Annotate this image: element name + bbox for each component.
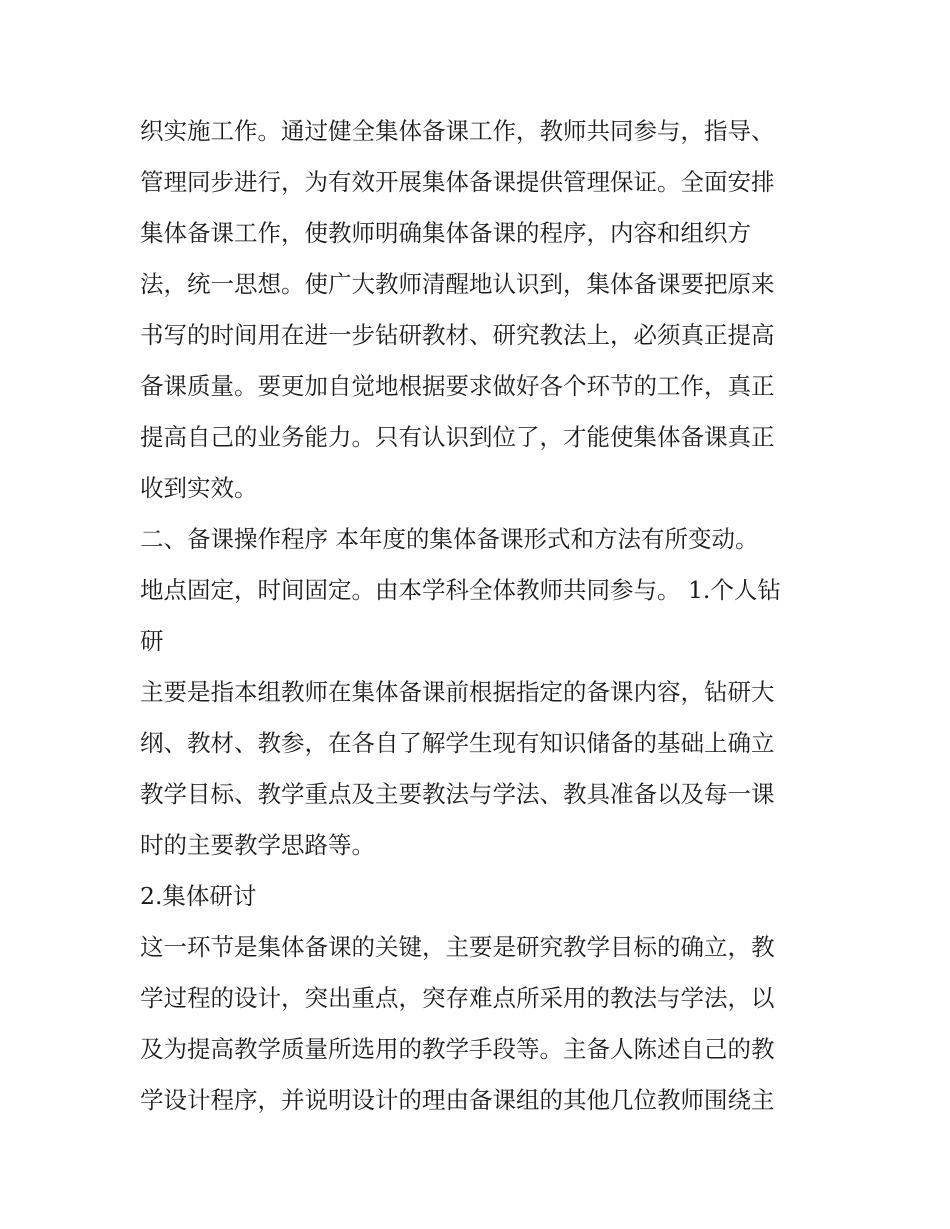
text-line: 织实施工作。通过健全集体备课工作，教师共同参与，指导、 <box>140 117 775 145</box>
text-line: 时的主要教学思路等。 <box>140 831 375 859</box>
text-line: 收到实效。 <box>140 474 258 502</box>
text-line: 地点固定，时间固定。由本学科全体教师共同参与。 1.个人钻 <box>140 576 781 604</box>
text-line: 备课质量。要更加自觉地根据要求做好各个环节的工作，真正 <box>140 372 775 400</box>
text-line: 研 <box>140 627 164 655</box>
text-line: 主要是指本组教师在集体备课前根据指定的备课内容，钻研大 <box>140 678 775 706</box>
text-line: 集体备课工作，使教师明确集体备课的程序，内容和组织方 <box>140 219 751 247</box>
text-line: 书写的时间用在进一步钻研教材、研究教法上，必须真正提高 <box>140 321 775 349</box>
text-line: 及为提高教学质量所选用的教学手段等。主备人陈述自己的教 <box>140 1035 775 1063</box>
section-heading-line: 二、备课操作程序 本年度的集体备课形式和方法有所变动。 <box>140 525 759 553</box>
text-line: 提高自己的业务能力。只有认识到位了，才能使集体备课真正 <box>140 423 775 451</box>
text-line: 学过程的设计，突出重点，突存难点所采用的教法与学法，以 <box>140 984 775 1012</box>
text-line: 管理同步进行，为有效开展集体备课提供管理保证。全面安排 <box>140 168 775 196</box>
text-line: 纲、教材、教参，在各自了解学生现有知识储备的基础上确立 <box>140 729 775 757</box>
subsection-heading-line: 2.集体研讨 <box>140 882 257 910</box>
text-line: 法，统一思想。使广大教师清醒地认识到，集体备课要把原来 <box>140 270 775 298</box>
text-line: 教学目标、教学重点及主要教法与学法、教具准备以及每一课 <box>140 780 775 808</box>
document-body <box>140 106 815 1126</box>
text-line: 学设计程序，并说明设计的理由备课组的其他几位教师围绕主 <box>140 1086 775 1114</box>
text-line: 这一环节是集体备课的关键，主要是研究教学目标的确立，教 <box>140 933 775 961</box>
